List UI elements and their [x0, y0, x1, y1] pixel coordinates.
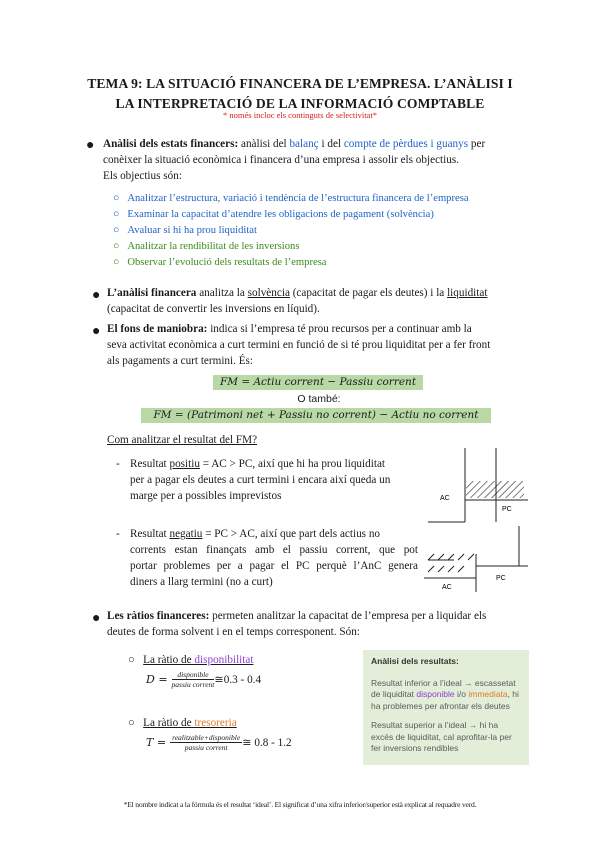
footnote: *El nombre indicat a la fórmula és el resultat ‘ideal’. El significat d’una xifra inferior/superior està explicat al requadre verd. [123, 800, 477, 809]
fm-question: Com analitzar el resultat del FM? [107, 434, 258, 446]
list-item: ○ Analitzar l’estructura, variació i tendència de l’estructura financera de l’empresa [113, 193, 469, 204]
section-fons-maniobra: El fons de maniobra: indica si l’empresa té prou recursos per a continuar amb la seva activitat econòmica a curt termini en funció de si té prou liquiditat per a fer front als pagaments a curt termini. És: [107, 323, 491, 367]
fm-negative: Resultat negatiu = PC > AC, així que part dels actius no corrents estan finançats amb el passiu corrent, que pot portar problemes per a pagar el PC perquè l’AnC genera diners a llarg termini (no a curt) [130, 528, 418, 588]
page-title: TEMA 9: LA SITUACIÓ FINANCERA DE L’EMPRESA. L’ANÀLISI I LA INTERPRETACIÓ DE LA INFORMACIÓ COMPTABLE [87, 76, 513, 111]
fm-hatch [466, 481, 524, 498]
section-estats-financers: Anàlisi dels estats financers: anàlisi del balanç i del compte de pèrdues i guanys per conèixer la situació econòmica i financera d’una empresa i assolir els objectius. Els objectius són: [103, 138, 486, 182]
ratio-tresoreria-label: ○ La ràtio de tresoreria [128, 717, 237, 729]
dash: - [116, 458, 120, 470]
objectives-list [113, 191, 543, 271]
ratio-disponibilitat-formula: D = $\frac{\text{disponible}}{\text{passiu corrent}}$ ≅0.3 - 0.4 [146, 670, 262, 689]
list-item: ○ Avaluar si hi ha prou liquiditat [113, 225, 257, 236]
bullet: ● [92, 288, 101, 303]
ratio-tresoreria-formula: T = $\frac{\text{realitzable+disponible}}{\text{passiu corrent}}$ ≅ 0.8 - 1.2 [146, 733, 292, 752]
list-item: ○ Analitzar la rendibilitat de les inversions [113, 241, 300, 252]
bullet: ● [92, 324, 101, 339]
dash: - [116, 528, 120, 540]
formula-fm-2: FM = (Patrimoni net + Passiu no corrent) − Actiu no corrent [141, 408, 491, 423]
fm-negative-diagram [424, 526, 528, 594]
box-paragraph-low: Resultat inferior a l’ideal → escassetat de liquiditat disponible i/o immediata, hi ha problemes per afrontar els deutes [371, 677, 519, 711]
selectivity-note: * només incloc els continguts de selectivitat* [223, 110, 377, 120]
fm-negative-hatch [428, 554, 474, 572]
box-heading: Anàlisi dels resultats: [371, 656, 459, 666]
or-label: O també: [297, 393, 341, 405]
section-analisi-financera: L’anàlisi financera analitza la solvència (capacitat de pagar els deutes) i la liquiditat (capacitat de convertir les inversions en líquid). [107, 287, 488, 315]
section-ratios: Les ràtios financeres: permeten analitzar la capacitat de l’empresa per a liquidar els deutes de forma solvent i en el temps corresponent. Són: [107, 610, 487, 638]
bullet: ● [86, 138, 95, 153]
formula-fm-1: FM = Actiu corrent − Passiu corrent [213, 375, 423, 390]
bullet: ● [92, 611, 101, 626]
list-item: ○ Examinar la capacitat d’atendre les obligacions de pagament (solvència) [113, 209, 434, 220]
fm-positive: Resultat positiu = AC > PC, així que hi ha prou liquiditat per a pagar els deutes a curt termini i encara així queda un marge per a possibles imprevistos [130, 458, 391, 502]
fig2-ac-label: AC [442, 584, 452, 591]
fig2-pc-label: PC [496, 575, 506, 582]
fig1-pc-label: PC [502, 506, 512, 513]
fm-positive-diagram [428, 448, 528, 524]
results-analysis-box [363, 650, 529, 765]
fig1-ac-label: AC [440, 495, 450, 502]
list-item: ○ Observar l’evolució dels resultats de l’empresa [113, 257, 327, 268]
ratio-disponibilitat-label: ○ La ràtio de disponibilitat [128, 654, 254, 666]
box-paragraph-high: Resultat superior a l’ideal → hi ha excés de liquiditat, cal aprofitar-la per fer inversions rendibles [371, 720, 512, 753]
